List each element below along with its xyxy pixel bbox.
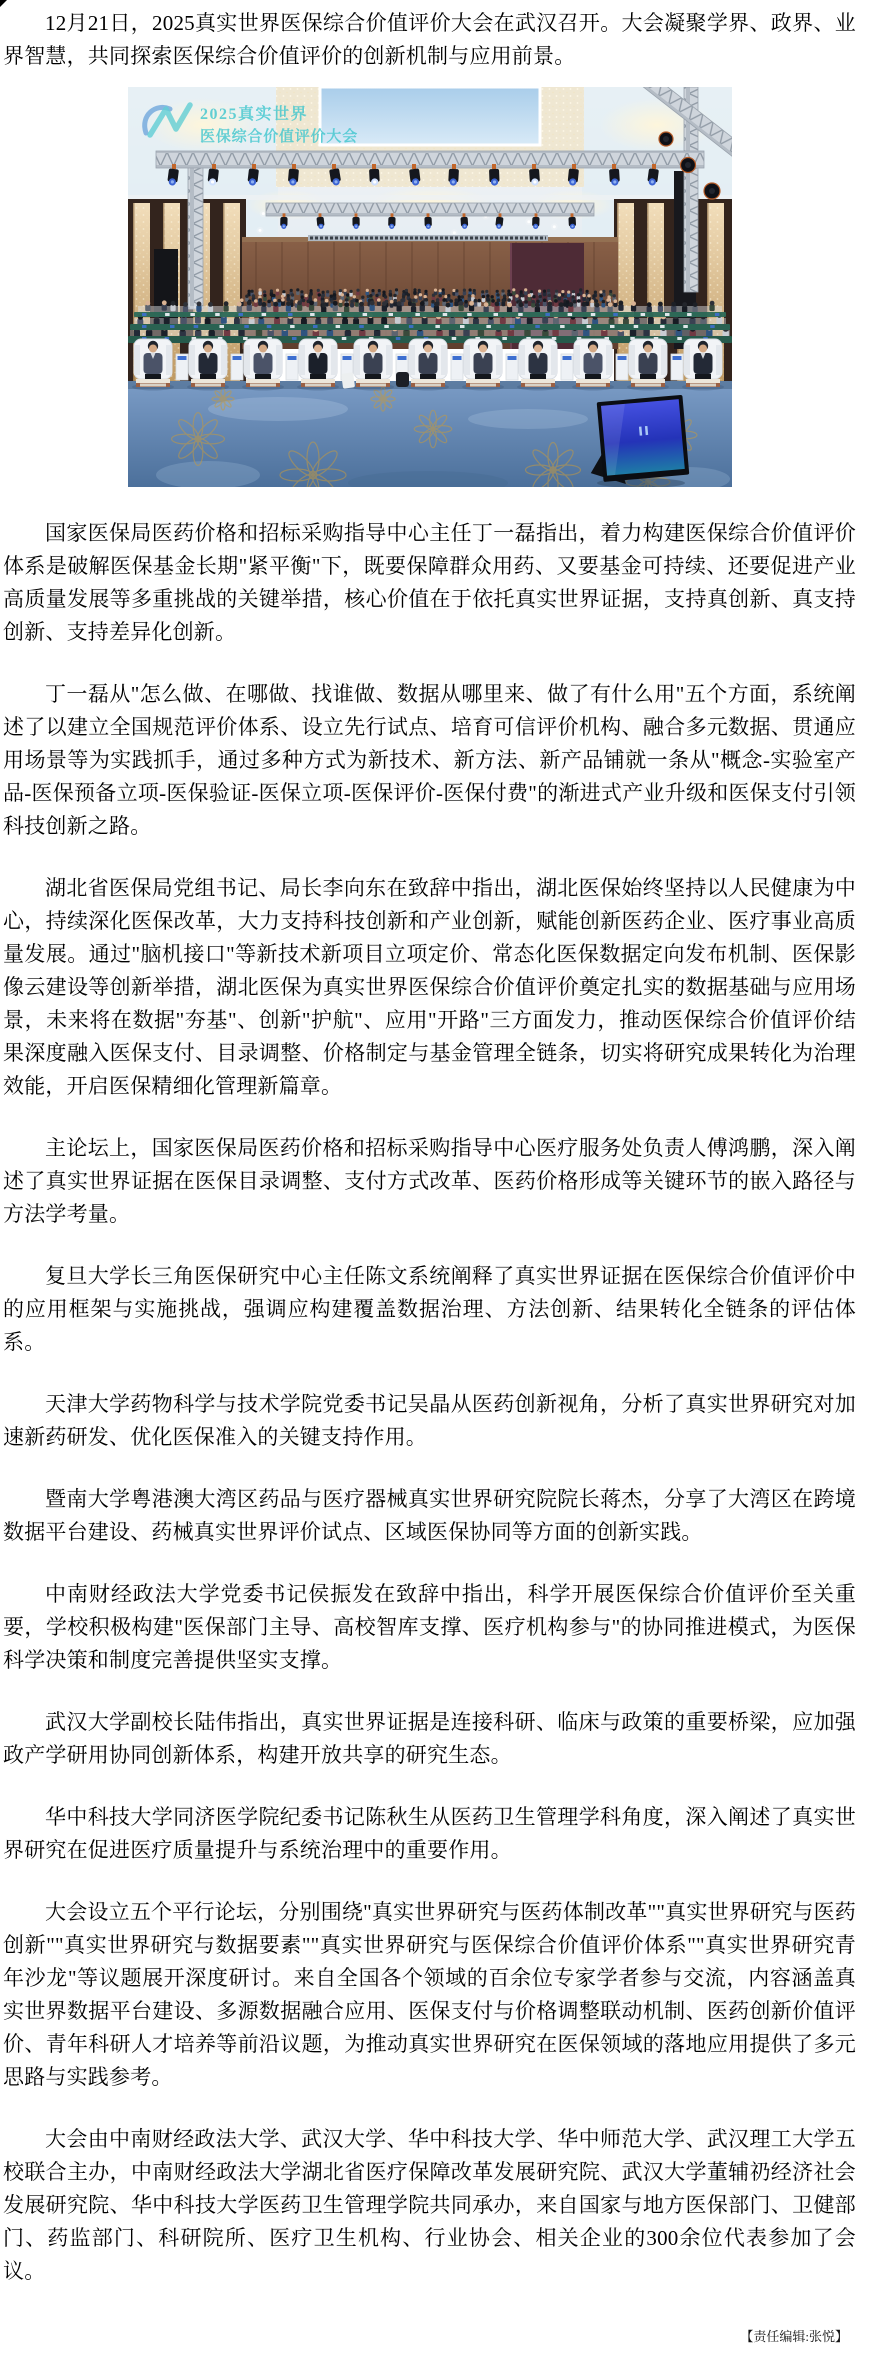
article-paragraph: 12月21日，2025真实世界医保综合价值评价大会在武汉召开。大会凝聚学界、政界、业界智慧，共同探索医保综合价值评价的创新机制与应用前景。 xyxy=(3,11,856,68)
floor-monitor xyxy=(584,395,689,487)
editor-credit: 【责任编辑:张悦】 xyxy=(740,2329,848,2344)
front-row-seats xyxy=(132,339,724,391)
article-paragraph: 天津大学药物科学与技术学院党委书记吴晶从医药创新视角，分析了真实世界研究对加速新药研发、优化医保准入的关键支持作用。 xyxy=(3,1392,856,1449)
corner-artifact xyxy=(0,0,7,7)
article-paragraph: 大会设立五个平行论坛，分别围绕"真实世界研究与医药体制改革""真实世界研究与医药创新""真实世界研究与数据要素""真实世界研究与医保综合价值评价体系""真实世界研究青年沙龙"等议题展开深度研讨。来自全国各个领域的百余位专家学者参与交流，内容涵盖真实世界数据平台建设、多源数据融合应用、医保支付与价格调整联动机制、医药创新价值评价、青年科研人才培养等前沿议题，为推动真实世界研究在医保领域的落地应用提供了多元思路与实践参考。 xyxy=(3,1900,856,2089)
article-paragraph: 复旦大学长三角医保研究中心主任陈文系统阐释了真实世界证据在医保综合价值评价中的应用框架与实施挑战，强调应构建覆盖数据治理、方法创新、结果转化全链条的评估体系。 xyxy=(3,1264,856,1354)
article-paragraph: 大会由中南财经政法大学、武汉大学、华中科技大学、华中师范大学、武汉理工大学五校联合主办，中南财经政法大学湖北省医疗保障改革发展研究院、武汉大学董辅礽经济社会发展研究院、华中科技大学医药卫生管理学院共同承办，来自国家与地方医保部门、卫健部门、药监部门、科研院所、医疗卫生机构、行业协会、相关企业的300余位代表参加了会议。 xyxy=(3,2127,856,2283)
article-paragraph: 华中科技大学同济医学院纪委书记陈秋生从医药卫生管理学科角度，深入阐述了真实世界研究在促进医疗质量提升与系统治理中的重要作用。 xyxy=(3,1805,856,1862)
article-paragraph: 丁一磊从"怎么做、在哪做、找谁做、数据从哪里来、做了有什么用"五个方面，系统阐述了以建立全国规范评价体系、设立先行试点、培育可信评价机构、融合多元数据、贯通应用场景等为实践抓手，通过多种方式为新技术、新方法、新产品铺就一条从"概念-实验室产品-医保预备立项-医保验证-医保立项-医保评价-医保付费"的渐进式产业升级和医保支付引领科技创新之路。 xyxy=(3,682,856,838)
watermark-line2: 医保综合价值评价大会 xyxy=(199,129,358,145)
article-paragraph: 湖北省医保局党组书记、局长李向东在致辞中指出，湖北医保始终坚持以人民健康为中心，持续深化医保改革，大力支持科技创新和产业创新，赋能创新医药企业、医疗事业高质量发展。通过"脑机接口"等新技术新项目立项定价、常态化医保数据定向发布机制、医保影像云建设等创新举措，湖北医保为真实世界医保综合价值评价奠定扎实的数据基础与应用场景，未来将在数据"夯基"、创新"护航"、应用"开路"三方面发力，推动医保综合价值评价结果深度融入医保支付、目录调整、价格制定与基金管理全链条，切实将研究成果转化为治理效能，开启医保精细化管理新篇章。 xyxy=(3,876,856,1098)
article-paragraph: 主论坛上，国家医保局医药价格和招标采购指导中心医疗服务处负责人傅鸿鹏，深入阐述了真实世界证据在医保目录调整、支付方式改革、医药价格形成等关键环节的嵌入路径与方法学考量。 xyxy=(3,1136,856,1226)
watermark-line1: 2025真实世界 xyxy=(199,106,308,123)
article-paragraph: 武汉大学副校长陆伟指出，真实世界证据是连接科研、临床与政策的重要桥梁，应加强政产学研用协同创新体系，构建开放共享的研究生态。 xyxy=(3,1710,856,1767)
article-paragraph: 中南财经政法大学党委书记侯振发在致辞中指出，科学开展医保综合价值评价至关重要，学校积极构建"医保部门主导、高校智库支撑、医疗机构参与"的协同推进模式，为医保科学决策和制度完善提供坚实支撑。 xyxy=(3,1582,856,1672)
article-paragraph: 国家医保局医药价格和招标采购指导中心主任丁一磊指出，着力构建医保综合价值评价体系是破解医保基金长期"紧平衡"下，既要保障群众用药、又要基金可持续、还要促进产业高质量发展等多重挑战的关键举措，核心价值在于依托真实世界证据，支持真创新、真支持创新、支持差异化创新。 xyxy=(3,521,856,644)
article-paragraph: 暨南大学粤港澳大湾区药品与医疗器械真实世界研究院院长蒋杰，分享了大湾区在跨境数据平台建设、药械真实世界评价试点、区域医保协同等方面的创新实践。 xyxy=(3,1487,856,1544)
conference-photo xyxy=(128,87,732,487)
